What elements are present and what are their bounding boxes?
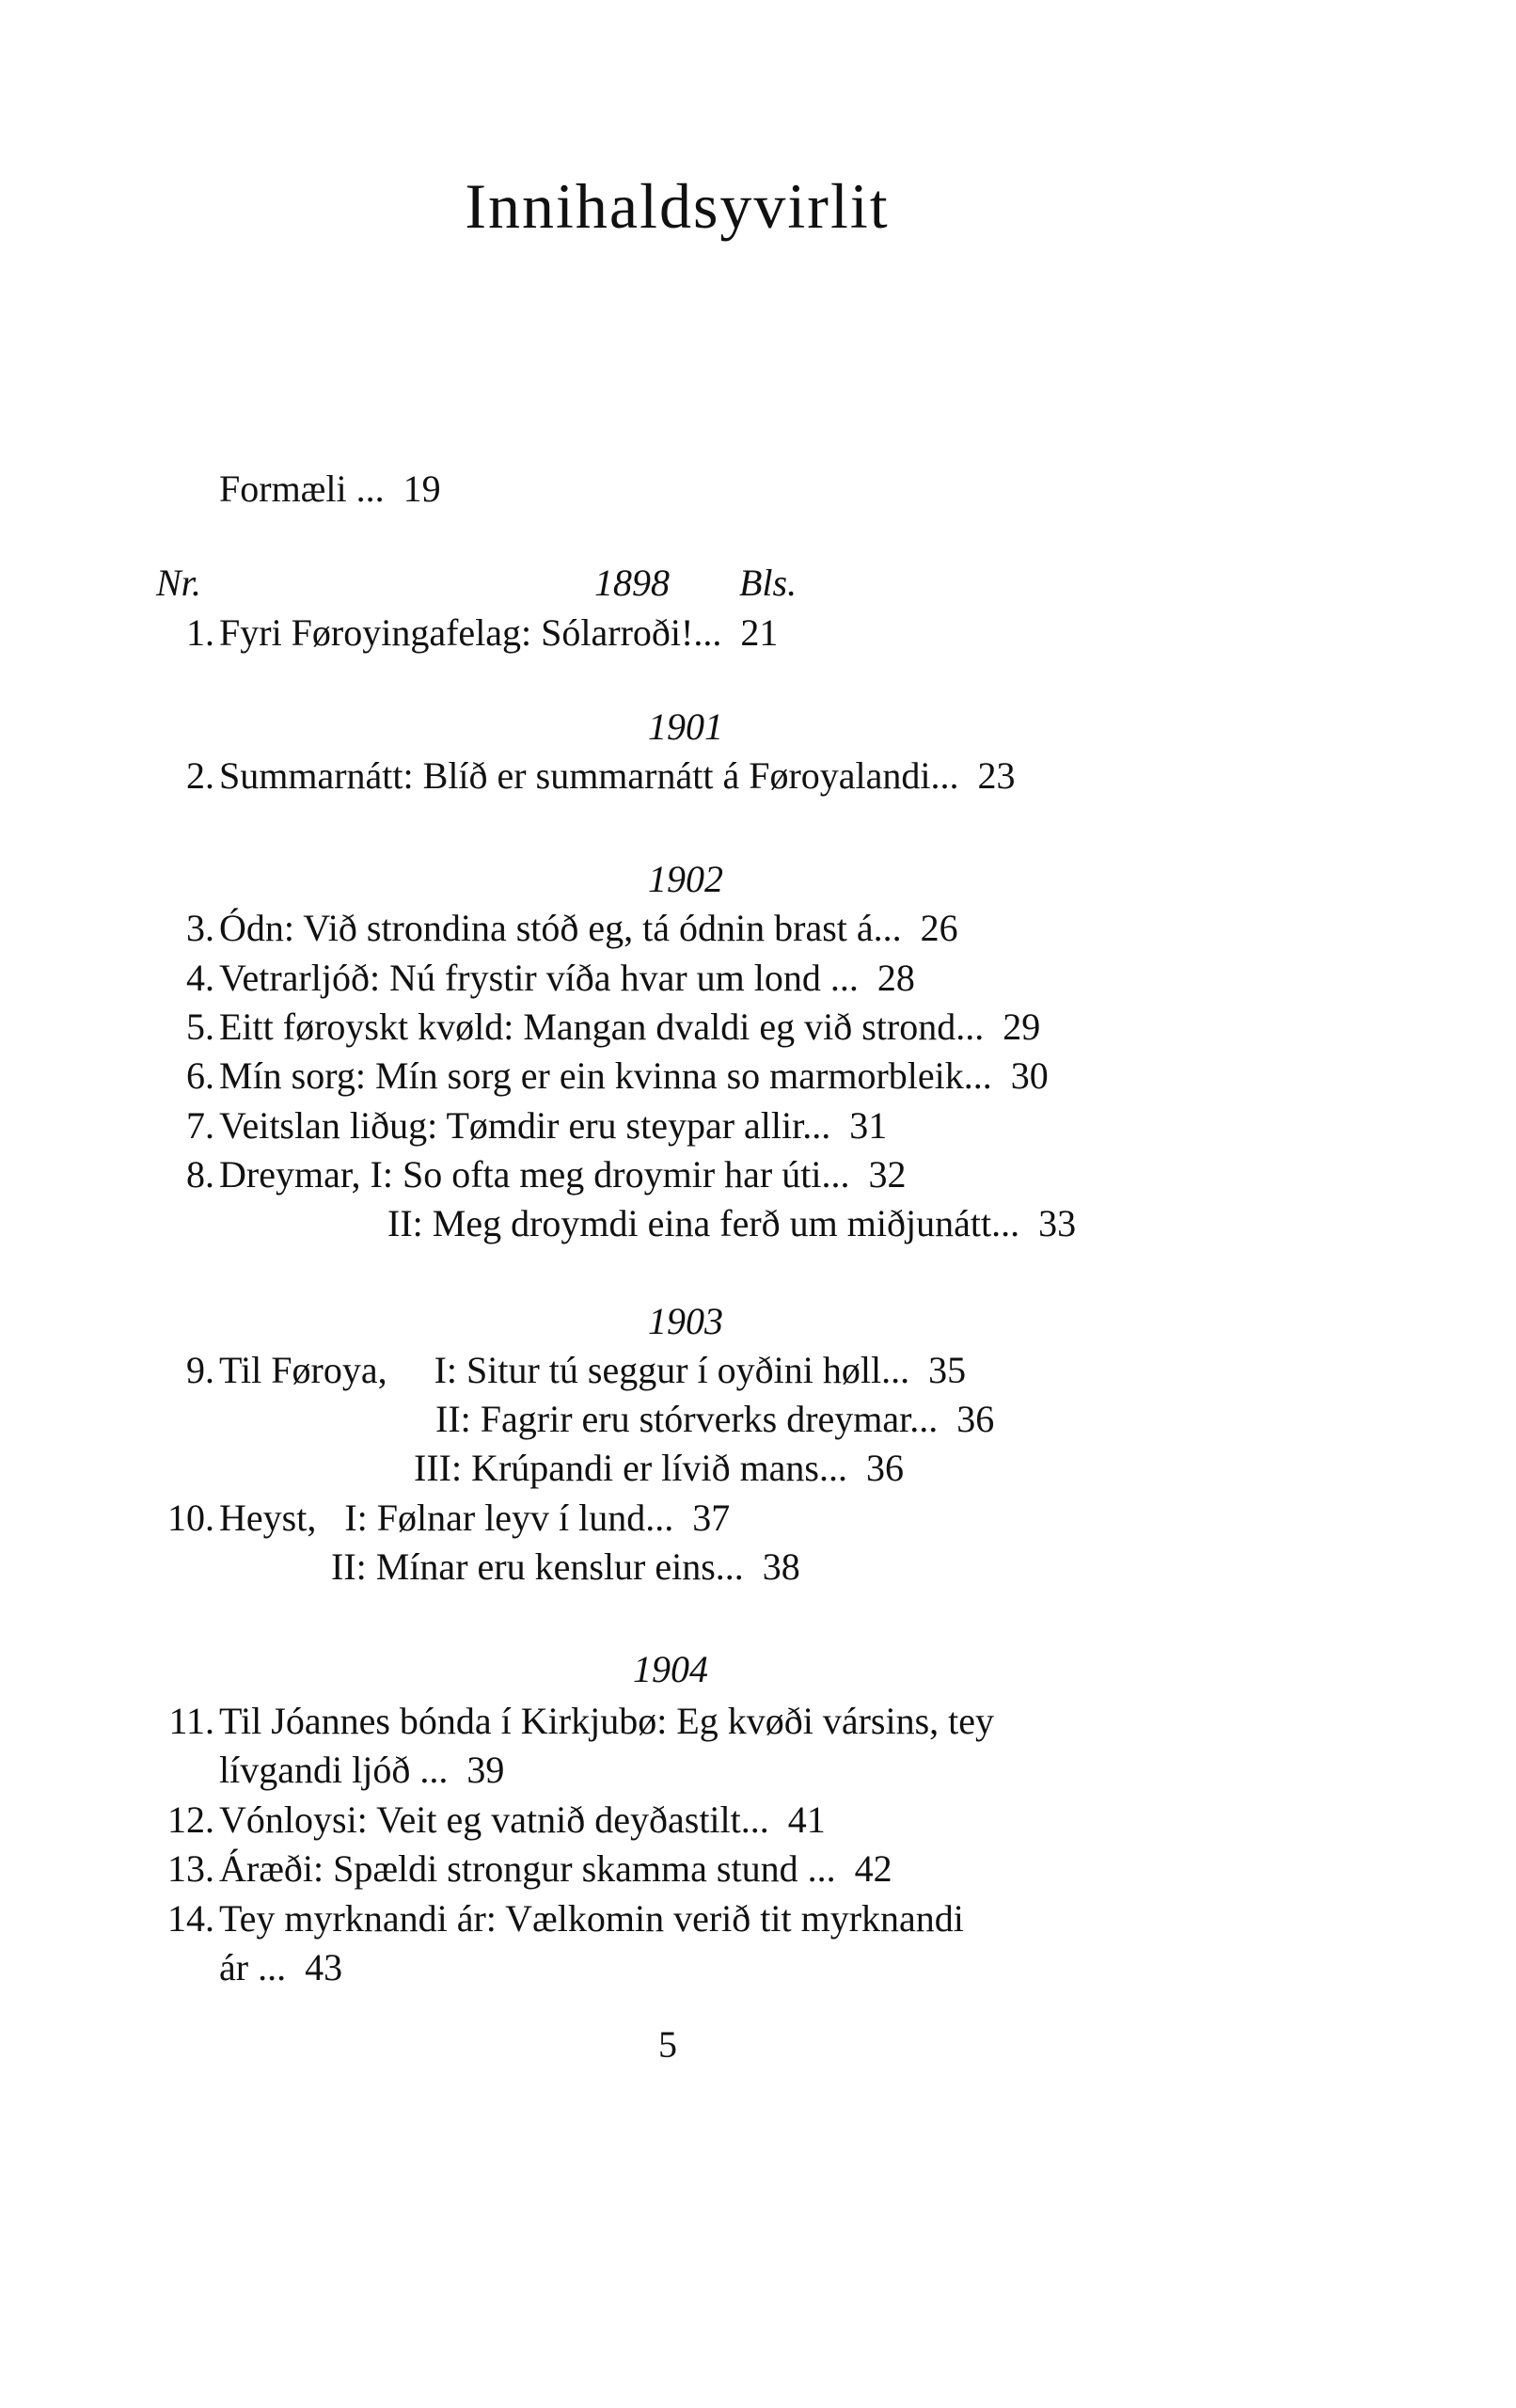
entry-page: 23 — [977, 754, 1016, 797]
entry-number: 5. — [186, 1006, 214, 1048]
entry-number: 1. — [186, 611, 214, 654]
entry-dots: ... — [821, 1153, 850, 1196]
entry-page: 36 — [866, 1447, 904, 1489]
entry-title: Heyst, I: Følnar leyv í lund — [219, 1497, 646, 1539]
toc-entry-continued — [219, 1944, 342, 1991]
entry-page: 30 — [1010, 1054, 1049, 1097]
year-1903: 1903 — [648, 1300, 723, 1342]
entry-page: 29 — [1003, 1006, 1041, 1048]
toc-entry — [219, 1004, 1040, 1051]
entry-title: Fyri Føroyingafelag: Sólarroði! — [219, 611, 694, 654]
entry-number: 10. — [167, 1497, 214, 1539]
entry-page: 31 — [849, 1104, 888, 1147]
toc-entry — [219, 1895, 964, 1942]
entry-dots: ... — [693, 611, 722, 654]
entry-title: Summarnátt: Blíð er summarnátt á Føroyalandi — [219, 754, 931, 797]
entry-title: Tey myrknandi ár: Vælkomin verið tit myrknandi — [219, 1897, 964, 1940]
entry-title: II: Fagrir eru stórverks dreymar — [435, 1398, 910, 1440]
entry-title: Til Jóannes bónda í Kirkjubø: Eg kvøði vársins, tey — [219, 1700, 995, 1742]
toc-entry — [387, 1200, 1076, 1247]
entry-dots: ... — [829, 957, 859, 999]
entry-title: Vetrarljóð: Nú frystir víða hvar um lond — [219, 957, 821, 999]
entry-dots: ... — [258, 1946, 287, 1988]
toc-entry — [219, 905, 958, 952]
entry-page: 39 — [466, 1749, 505, 1791]
entry-dots: ... — [881, 1349, 910, 1391]
entry-title: Ódn: Við strondina stóð eg, tá ódnin brast á — [219, 907, 874, 949]
toc-entry — [219, 1347, 966, 1394]
entry-title: lívgandi ljóð — [219, 1749, 411, 1791]
header-bls: Bls. — [739, 562, 797, 604]
entry-dots: ... — [930, 754, 959, 797]
entry-number: 8. — [186, 1153, 214, 1196]
entry-title: II: Mínar eru kenslur eins — [331, 1545, 716, 1588]
year-1901: 1901 — [648, 705, 723, 748]
preface-line — [219, 466, 441, 513]
toc-entry — [219, 1797, 826, 1844]
toc-entry — [414, 1445, 904, 1492]
page-number: 5 — [658, 2023, 677, 2066]
entry-dots: ... — [715, 1545, 744, 1588]
toc-entry — [219, 1053, 1049, 1100]
entry-number: 2. — [186, 754, 214, 797]
entry-title: Áræði: Spældi strongur skamma stund — [219, 1847, 798, 1890]
entry-page: 41 — [787, 1798, 826, 1841]
entry-page: 28 — [876, 957, 915, 999]
year-1902: 1902 — [648, 858, 723, 900]
entry-dots: ... — [963, 1054, 992, 1097]
toc-entry-continued — [219, 1747, 504, 1794]
entry-page: 32 — [868, 1153, 907, 1196]
entry-title: Mín sorg: Mín sorg er ein kvinna so marmorbleik — [219, 1054, 964, 1097]
toc-entry — [219, 752, 1016, 800]
entry-title: Vónloysi: Veit eg vatnið deyðastilt — [219, 1798, 741, 1841]
entry-number: 11. — [168, 1700, 214, 1742]
toc-entry — [219, 1698, 994, 1745]
year-1898: 1898 — [594, 562, 670, 604]
entry-page: 38 — [762, 1545, 800, 1588]
entry-title: Eitt føroyskt kvøld: Mangan dvaldi eg við strond — [219, 1006, 956, 1048]
entry-number: 6. — [186, 1054, 214, 1097]
entry-page: 37 — [692, 1497, 731, 1539]
toc-entry — [219, 1846, 892, 1893]
preface-page: 19 — [403, 467, 441, 510]
entry-page: 21 — [740, 611, 779, 654]
entry-number: 7. — [186, 1104, 214, 1147]
toc-entry — [435, 1396, 994, 1443]
entry-number: 14. — [167, 1897, 214, 1940]
header-nr: Nr. — [156, 562, 201, 604]
entry-title: Veitslan liðug: Tømdir eru steypar allir — [219, 1104, 803, 1147]
entry-title: II: Meg droymdi eina ferð um miðjunátt — [387, 1202, 992, 1244]
toc-entry — [219, 610, 778, 657]
entry-title: III: Krúpandi er lívið mans — [414, 1447, 819, 1489]
entry-number: 3. — [186, 907, 214, 949]
page-title: Innihaldsyvirlit — [465, 170, 890, 242]
entry-dots: ... — [955, 1006, 985, 1048]
entry-page: 35 — [928, 1349, 967, 1391]
entry-page: 42 — [854, 1847, 892, 1890]
toc-entry — [331, 1544, 800, 1591]
entry-page: 36 — [956, 1398, 995, 1440]
entry-title: Dreymar, I: So ofta meg droymir har úti — [219, 1153, 822, 1196]
entry-page: 33 — [1038, 1202, 1077, 1244]
entry-dots: ... — [991, 1202, 1020, 1244]
entry-number: 4. — [186, 957, 214, 999]
entry-number: 9. — [186, 1349, 214, 1391]
toc-entry — [219, 1151, 906, 1198]
year-1904: 1904 — [633, 1648, 708, 1690]
entry-dots: ... — [909, 1398, 939, 1440]
entry-dots: ... — [873, 907, 902, 949]
preface-dots: ... — [355, 467, 385, 510]
entry-dots: ... — [807, 1847, 836, 1890]
entry-page: 26 — [920, 907, 958, 949]
entry-dots: ... — [802, 1104, 831, 1147]
toc-entry — [219, 955, 915, 1002]
entry-dots: ... — [819, 1447, 847, 1489]
entry-dots: ... — [419, 1749, 449, 1791]
toc-entry — [219, 1102, 887, 1149]
entry-title: ár — [219, 1946, 249, 1988]
entry-page: 43 — [305, 1946, 343, 1988]
entry-title: Til Føroya, I: Situr tú seggur í oyðini høll — [219, 1349, 882, 1391]
entry-dots: ... — [740, 1798, 769, 1841]
entry-dots: ... — [645, 1497, 674, 1539]
entry-number: 13. — [167, 1847, 214, 1890]
entry-number: 12. — [167, 1798, 214, 1841]
toc-entry — [219, 1495, 730, 1542]
preface-text: Formæli — [219, 467, 347, 510]
